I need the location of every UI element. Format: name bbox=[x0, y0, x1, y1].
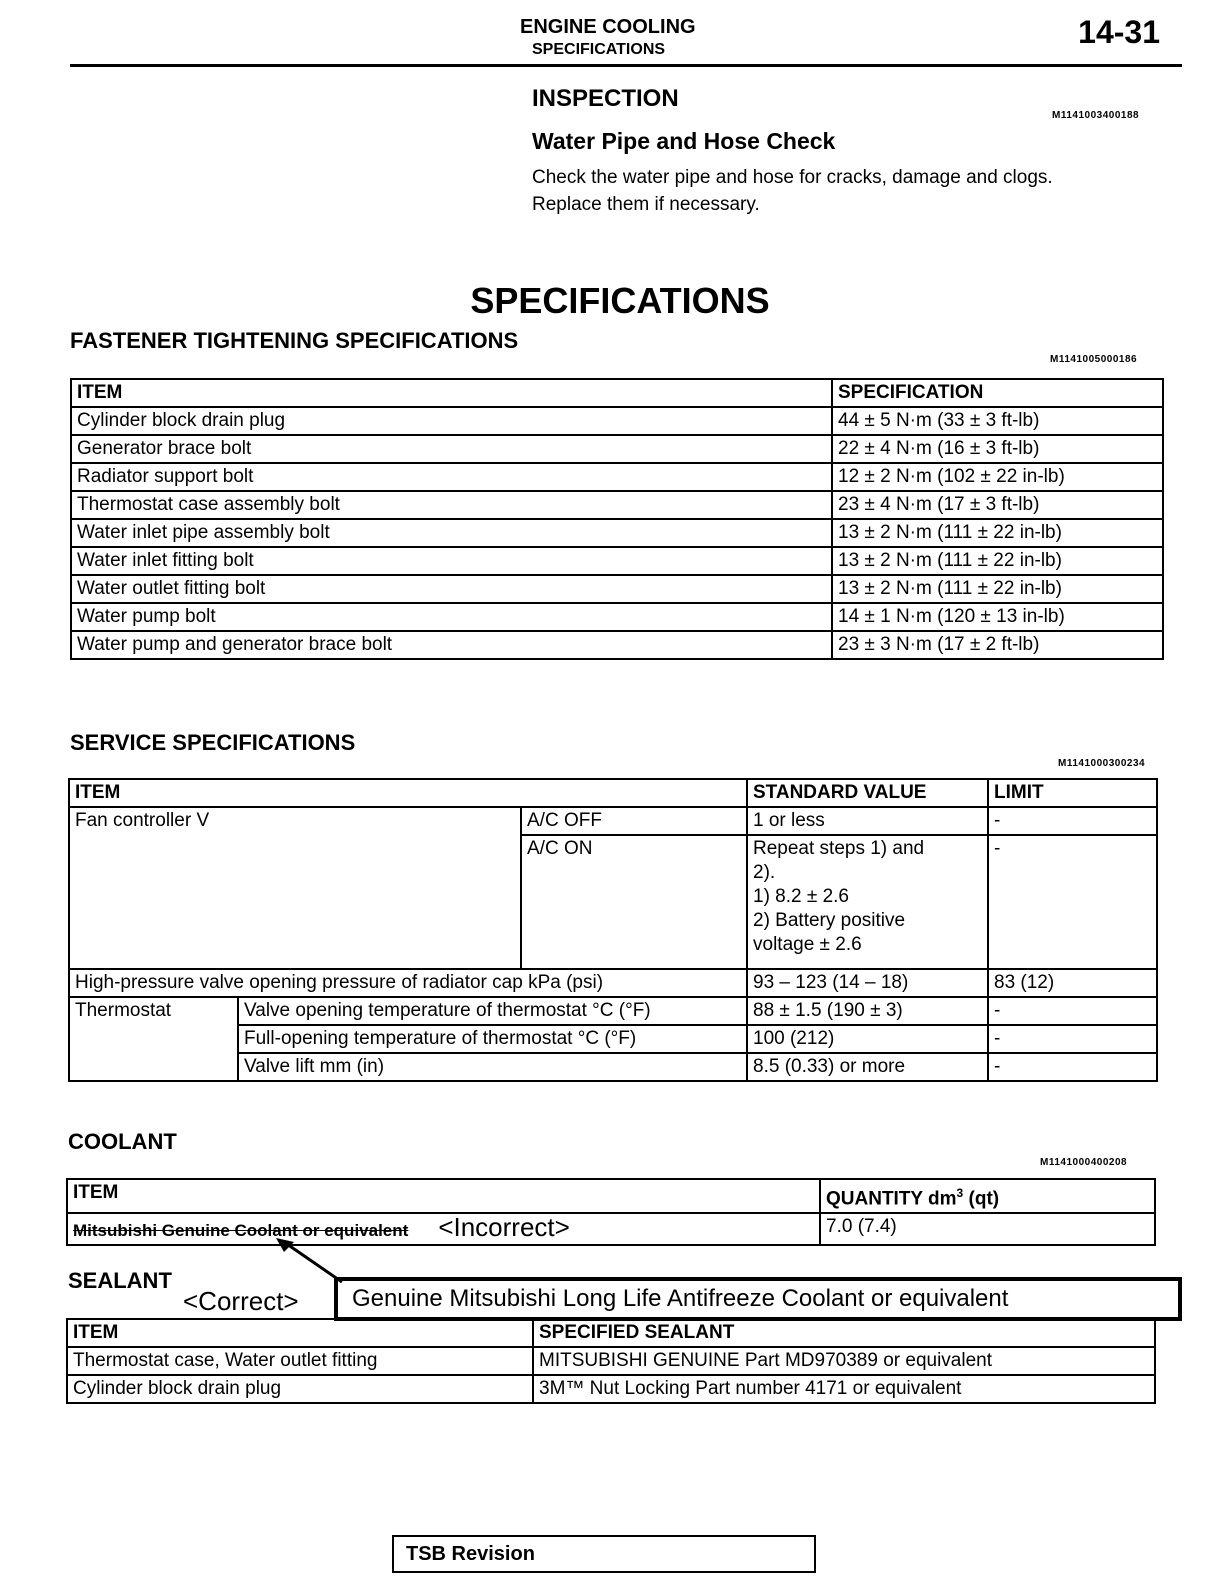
item-cell: Thermostat bbox=[69, 997, 238, 1081]
inspection-code: M1141003400188 bbox=[1052, 110, 1140, 121]
quantity-cell: 7.0 (7.4) bbox=[820, 1213, 1155, 1245]
spec-cell: 22 ± 4 N·m (16 ± 3 ft-lb) bbox=[832, 435, 1163, 463]
table-row bbox=[71, 491, 1163, 519]
sub-item-cell: Full-opening temperature of thermostat °C (°F) bbox=[238, 1025, 747, 1053]
standard-cell: 93 – 123 (14 – 18) bbox=[747, 969, 988, 997]
inspection-subheading: Water Pipe and Hose Check bbox=[532, 128, 836, 154]
standard-cell bbox=[747, 835, 988, 969]
col-header-item: ITEM bbox=[67, 1319, 533, 1347]
table-header-row bbox=[69, 779, 1157, 807]
condition-cell: A/C ON bbox=[521, 835, 747, 969]
table-row bbox=[69, 997, 1157, 1025]
condition-cell: A/C OFF bbox=[521, 807, 747, 835]
sealant-table bbox=[66, 1318, 1156, 1404]
limit-cell: - bbox=[988, 1025, 1157, 1053]
table-row bbox=[71, 575, 1163, 603]
col-header-limit: LIMIT bbox=[988, 779, 1157, 807]
specifications-title: SPECIFICATIONS bbox=[470, 280, 770, 321]
fastener-code: M1141005000186 bbox=[1050, 354, 1138, 365]
correct-label: <Correct> bbox=[183, 1286, 299, 1316]
table-row bbox=[71, 603, 1163, 631]
sealant-heading: SEALANT bbox=[68, 1268, 172, 1293]
inspection-line-2: Replace them if necessary. bbox=[532, 194, 760, 215]
limit-cell: - bbox=[988, 835, 1157, 969]
standard-line: 2). bbox=[753, 862, 776, 883]
spec-cell: 13 ± 2 N·m (111 ± 22 in-lb) bbox=[832, 575, 1163, 603]
standard-line: 1) 8.2 ± 2.6 bbox=[753, 886, 849, 907]
spec-cell: 23 ± 3 N·m (17 ± 2 ft-lb) bbox=[832, 631, 1163, 659]
quantity-label: QUANTITY dm bbox=[826, 1188, 957, 1210]
col-header-item: ITEM bbox=[71, 379, 832, 407]
table-header-row bbox=[67, 1179, 1155, 1213]
spec-cell: 14 ± 1 N·m (120 ± 13 in-lb) bbox=[832, 603, 1163, 631]
col-header-item: ITEM bbox=[67, 1179, 820, 1213]
table-header-row bbox=[71, 379, 1163, 407]
header-rule bbox=[70, 64, 1182, 67]
table-row bbox=[71, 631, 1163, 659]
coolant-code: M1141000400208 bbox=[1040, 1157, 1128, 1168]
limit-cell: - bbox=[988, 807, 1157, 835]
table-row bbox=[71, 407, 1163, 435]
inspection-heading: INSPECTION bbox=[532, 85, 679, 112]
service-code: M1141000300234 bbox=[1058, 758, 1146, 769]
table-row bbox=[67, 1375, 1155, 1403]
service-table bbox=[68, 778, 1158, 1082]
standard-cell: 100 (212) bbox=[747, 1025, 988, 1053]
item-cell: Water pump bolt bbox=[71, 603, 832, 631]
quantity-unit: (qt) bbox=[963, 1188, 1000, 1210]
fastener-heading: FASTENER TIGHTENING SPECIFICATIONS bbox=[70, 328, 519, 353]
incorrect-label: <Incorrect> bbox=[438, 1212, 570, 1243]
item-cell bbox=[67, 1213, 820, 1245]
col-header-standard: STANDARD VALUE bbox=[747, 779, 988, 807]
limit-cell: - bbox=[988, 997, 1157, 1025]
inspection-paragraph bbox=[532, 164, 1182, 218]
struck-item-text: Mitsubishi Genuine Coolant or equivalent bbox=[73, 1221, 409, 1241]
col-header-sealant: SPECIFIED SEALANT bbox=[533, 1319, 1155, 1347]
table-row bbox=[67, 1347, 1155, 1375]
item-cell: Generator brace bolt bbox=[71, 435, 832, 463]
sub-item-cell: Valve opening temperature of thermostat °C (°F) bbox=[238, 997, 747, 1025]
table-row bbox=[71, 519, 1163, 547]
sealant-cell: MITSUBISHI GENUINE Part MD970389 or equivalent bbox=[533, 1347, 1155, 1375]
table-row bbox=[71, 547, 1163, 575]
standard-line: Repeat steps 1) and bbox=[753, 838, 925, 859]
table-row bbox=[69, 969, 1157, 997]
item-cell: Thermostat case assembly bolt bbox=[71, 491, 832, 519]
item-cell: Water outlet fitting bolt bbox=[71, 575, 832, 603]
col-header-item: ITEM bbox=[69, 779, 747, 807]
quantity-superscript: 3 bbox=[956, 1186, 964, 1200]
spec-cell: 23 ± 4 N·m (17 ± 3 ft-lb) bbox=[832, 491, 1163, 519]
limit-cell: 83 (12) bbox=[988, 969, 1157, 997]
item-cell: Water pump and generator brace bolt bbox=[71, 631, 832, 659]
table-row bbox=[71, 463, 1163, 491]
service-heading: SERVICE SPECIFICATIONS bbox=[70, 730, 356, 755]
item-cell: Cylinder block drain plug bbox=[71, 407, 832, 435]
coolant-heading: COOLANT bbox=[68, 1129, 177, 1154]
spec-cell: 13 ± 2 N·m (111 ± 22 in-lb) bbox=[832, 547, 1163, 575]
page-number: 14-31 bbox=[1078, 14, 1160, 50]
item-cell: Cylinder block drain plug bbox=[67, 1375, 533, 1403]
item-cell: Water inlet fitting bolt bbox=[71, 547, 832, 575]
standard-line: voltage ± 2.6 bbox=[753, 934, 862, 955]
inspection-line-1: Check the water pipe and hose for cracks, damage and clogs. bbox=[532, 167, 1053, 188]
table-row bbox=[69, 807, 1157, 835]
col-header-quantity bbox=[820, 1179, 1155, 1213]
limit-cell: - bbox=[988, 1053, 1157, 1081]
tsb-revision-box: TSB Revision bbox=[392, 1535, 816, 1573]
item-cell: Fan controller V bbox=[69, 807, 521, 969]
section-subtitle: SPECIFICATIONS bbox=[532, 41, 666, 58]
fastener-table bbox=[70, 378, 1164, 660]
standard-cell: 1 or less bbox=[747, 807, 988, 835]
spec-cell: 44 ± 5 N·m (33 ± 3 ft-lb) bbox=[832, 407, 1163, 435]
table-row bbox=[71, 435, 1163, 463]
coolant-table bbox=[66, 1178, 1156, 1246]
item-cell: Radiator support bolt bbox=[71, 463, 832, 491]
standard-cell: 88 ± 1.5 (190 ± 3) bbox=[747, 997, 988, 1025]
item-cell: Water inlet pipe assembly bolt bbox=[71, 519, 832, 547]
col-header-spec: SPECIFICATION bbox=[832, 379, 1163, 407]
sealant-cell: 3M™ Nut Locking Part number 4171 or equivalent bbox=[533, 1375, 1155, 1403]
table-row bbox=[67, 1213, 1155, 1245]
standard-line: 2) Battery positive bbox=[753, 910, 906, 931]
standard-cell: 8.5 (0.33) or more bbox=[747, 1053, 988, 1081]
spec-cell: 13 ± 2 N·m (111 ± 22 in-lb) bbox=[832, 519, 1163, 547]
table-header-row bbox=[67, 1319, 1155, 1347]
sub-item-cell: Valve lift mm (in) bbox=[238, 1053, 747, 1081]
correct-coolant-box: Genuine Mitsubishi Long Life Antifreeze Coolant or equivalent bbox=[334, 1277, 1182, 1321]
item-cell: Thermostat case, Water outlet fitting bbox=[67, 1347, 533, 1375]
spec-cell: 12 ± 2 N·m (102 ± 22 in-lb) bbox=[832, 463, 1163, 491]
item-cell: High-pressure valve opening pressure of radiator cap kPa (psi) bbox=[69, 969, 747, 997]
section-title: ENGINE COOLING bbox=[520, 16, 696, 38]
